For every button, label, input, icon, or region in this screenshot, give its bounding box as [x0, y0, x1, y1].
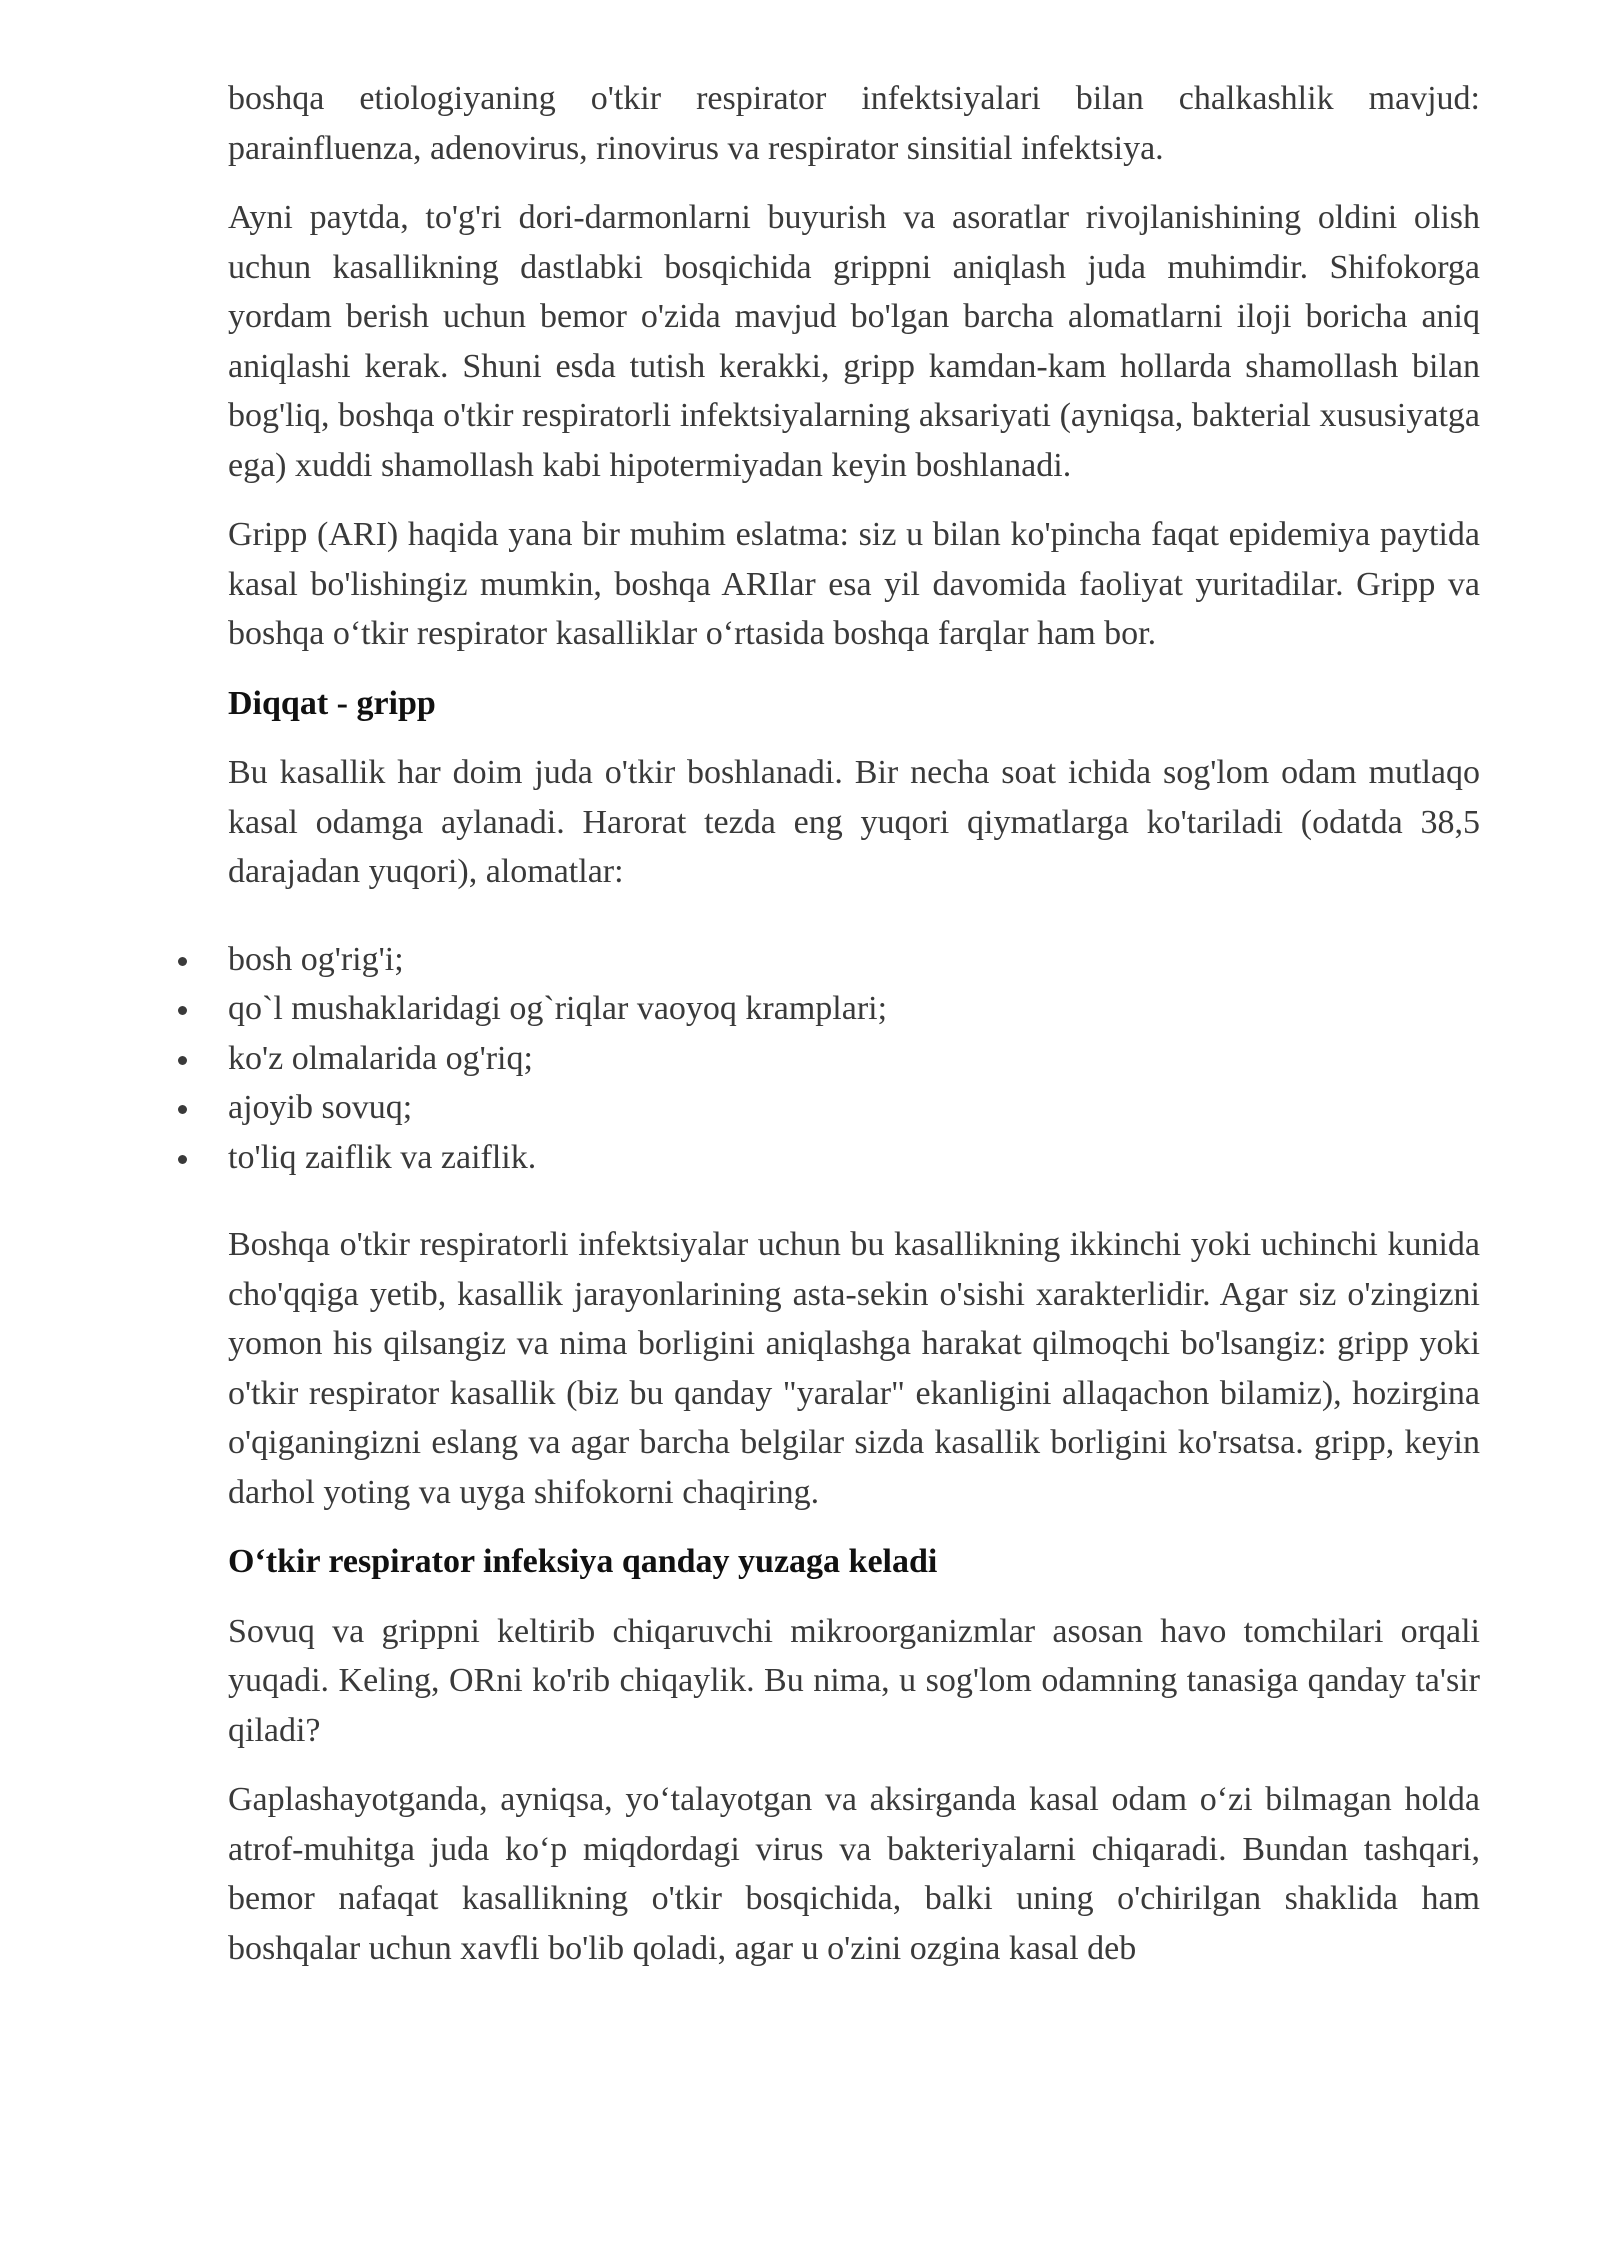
list-item: ajoyib sovuq;: [228, 1083, 1480, 1133]
list-item: ko'z olmalarida og'riq;: [228, 1034, 1480, 1084]
symptom-list: [228, 935, 1480, 1183]
paragraph-etiology: boshqa etiologiyaning o'tkir respirator infektsiyalari bilan chalkashlik mavjud: parainfluenza, adenovirus, rinovirus va respirator sinsitial infektsiya.: [228, 80, 1480, 167]
heading-attention-flu: Diqqat - gripp: [228, 684, 436, 722]
list-item: to'liq zaiflik va zaiflik.: [228, 1133, 1480, 1183]
paragraph-acute-onset: Bu kasallik har doim juda o'tkir boshlanadi. Bir necha soat ichida sog'lom odam mutlaqo kasal odamga aylanadi. Harorat tezda eng yuqori qiymatlarga ko'tariladi (odatda 38,5 darajadan yuqori), alomatlar:: [228, 754, 1480, 890]
heading-how-infection-occurs: Oʻtkir respirator infeksiya qanday yuzaga keladi: [228, 1543, 938, 1580]
list-item: bosh og'rig'i;: [228, 935, 1480, 985]
document-page: [228, 74, 1480, 1993]
list-item: qo`l mushaklaridagi og`riqlar vaoyoq kramplari;: [228, 984, 1480, 1034]
paragraph-flu-note: Gripp (ARI) haqida yana bir muhim eslatma: siz u bilan ko'pincha faqat epidemiya paytida kasal bo'lishingiz mumkin, boshqa ARIlar esa yil davomida faoliyat yuritadilar. Gripp va boshqa oʻtkir respirator kasalliklar oʻrtasida boshqa farqlar ham bor.: [228, 516, 1480, 652]
paragraph-early-diagnosis: Ayni paytda, to'g'ri dori-darmonlarni buyurish va asoratlar rivojlanishining oldini olish uchun kasallikning dastlabki bosqichida grippni aniqlash juda muhimdir. Shifokorga yordam berish uchun bemor o'zida mavjud bo'lgan barcha alomatlarni iloji boricha aniq aniqlashi kerak. Shuni esda tutish kerakki, gripp kamdan-kam hollarda shamollash bilan bog'liq, boshqa o'tkir respiratorli infektsiyalarning aksariyati (ayniqsa, bakterial xususiyatga ega) xuddi shamollash kabi hipotermiyadan keyin boshlanadi.: [228, 199, 1480, 484]
paragraph-spread: Gaplashayotganda, ayniqsa, yoʻtalayotgan va aksirganda kasal odam oʻzi bilmagan holda atrof-muhitga juda koʻp miqdordagi virus va bakteriyalarni chiqaradi. Bundan tashqari, bemor nafaqat kasallikning o'tkir bosqichida, balki uning o'chirilgan shaklida ham boshqalar uchun xavfli bo'lib qoladi, agar u o'zini ozgina kasal deb: [228, 1781, 1480, 1967]
paragraph-transmission: Sovuq va grippni keltirib chiqaruvchi mikroorganizmlar asosan havo tomchilari orqali yuqadi. Keling, ORni ko'rib chiqaylik. Bu nima, u sog'lom odamning tanasiga qanday ta'sir qiladi?: [228, 1612, 1480, 1749]
paragraph-other-infections: Boshqa o'tkir respiratorli infektsiyalar uchun bu kasallikning ikkinchi yoki uchinchi kunida cho'qqiga yetib, kasallik jarayonlarining asta-sekin o'sishi xarakterlidir. Agar siz o'zingizni yomon his qilsangiz va nima borligini aniqlashga harakat qilmoqchi bo'lsangiz: gripp yoki o'tkir respirator kasallik (biz bu qanday "yaralar" ekanligini allaqachon bilamiz), hozirgina o'qiganingizni eslang va agar barcha belgilar sizda kasallik borligini ko'rsatsa. gripp, keyin darhol yoting va uyga shifokorni chaqiring.: [228, 1226, 1480, 1511]
